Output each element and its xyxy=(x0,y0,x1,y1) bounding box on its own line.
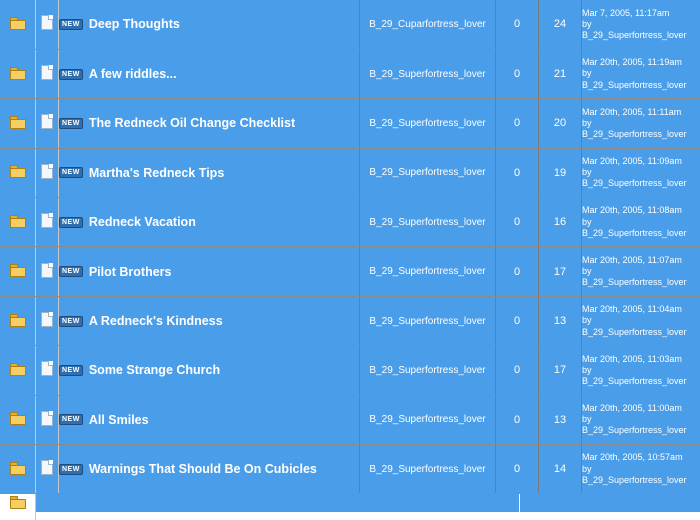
topic-replies-count: 0 xyxy=(496,346,539,395)
folder-icon xyxy=(10,314,25,326)
topic-replies-count: 0 xyxy=(496,198,539,247)
new-badge-icon: NEW xyxy=(59,19,83,30)
table-row[interactable] xyxy=(0,198,700,247)
topic-author-link[interactable]: B_29_Superfortress_lover xyxy=(369,464,485,475)
topic-lastpost-cell[interactable] xyxy=(582,296,700,345)
topic-folder-cell xyxy=(0,0,36,49)
topic-title-link[interactable]: All Smiles xyxy=(89,413,149,427)
topic-title-link[interactable]: Deep Thoughts xyxy=(89,17,180,31)
new-badge-icon: NEW xyxy=(59,316,83,327)
topic-views-count: 13 xyxy=(539,395,582,444)
topic-views-count: 24 xyxy=(539,0,582,49)
topic-author-link[interactable]: B_29_Superfortress_lover xyxy=(369,365,485,376)
new-badge-icon: NEW xyxy=(59,365,83,376)
topic-doc-cell xyxy=(36,198,59,247)
topic-author-cell[interactable] xyxy=(360,247,496,296)
topic-replies-count: 0 xyxy=(496,0,539,49)
topic-folder-cell xyxy=(0,148,36,197)
topic-folder-cell xyxy=(0,99,36,148)
topic-doc-cell xyxy=(36,296,59,345)
folder-icon xyxy=(10,215,25,227)
lastpost-date: Mar 20th, 2005, 11:11am xyxy=(582,107,700,118)
folder-icon xyxy=(10,17,25,29)
topic-views-count: 13 xyxy=(539,296,582,345)
topic-doc-cell xyxy=(36,247,59,296)
topic-replies-count: 0 xyxy=(496,296,539,345)
lastpost-by-label: by xyxy=(582,118,700,129)
topic-title-link[interactable]: Martha's Redneck Tips xyxy=(89,166,224,180)
topic-author-link[interactable]: B_29_Superfortress_lover xyxy=(369,69,485,80)
lastpost-date: Mar 20th, 2005, 11:03am xyxy=(582,354,700,365)
topic-title-cell[interactable] xyxy=(59,0,360,49)
topic-lastpost-cell[interactable] xyxy=(582,0,700,49)
folder-icon xyxy=(10,264,25,276)
topic-author-cell[interactable] xyxy=(360,99,496,148)
topic-title-link[interactable]: Warnings That Should Be On Cubicles xyxy=(89,462,317,476)
topic-title-cell[interactable] xyxy=(59,346,360,395)
topic-lastpost-cell[interactable] xyxy=(582,148,700,197)
lastpost-date: Mar 20th, 2005, 11:09am xyxy=(582,156,700,167)
document-icon xyxy=(41,15,53,30)
table-row[interactable] xyxy=(0,247,700,296)
topic-author-cell[interactable] xyxy=(360,148,496,197)
lastpost-date: Mar 7, 2005, 11:17am xyxy=(582,8,700,19)
lastpost-by-label: by xyxy=(582,365,700,376)
table-row[interactable] xyxy=(0,395,700,444)
topic-author-link[interactable]: B_29_Superfortress_lover xyxy=(369,316,485,327)
lastpost-by-label: by xyxy=(582,167,700,178)
document-icon xyxy=(41,65,53,80)
new-badge-icon: NEW xyxy=(59,69,83,80)
topic-title-cell[interactable] xyxy=(59,148,360,197)
document-icon xyxy=(41,263,53,278)
new-badge-icon: NEW xyxy=(59,414,83,425)
topic-lastpost-cell[interactable] xyxy=(582,198,700,247)
topic-views-count: 17 xyxy=(539,346,582,395)
table-row[interactable] xyxy=(0,296,700,345)
topic-views-count: 14 xyxy=(539,445,582,494)
lastpost-author-link[interactable]: B_29_Superfortress_lover xyxy=(582,30,700,41)
new-badge-icon: NEW xyxy=(59,217,83,228)
topic-replies-count: 0 xyxy=(496,99,539,148)
topic-doc-cell xyxy=(36,445,59,494)
topic-lastpost-cell[interactable] xyxy=(582,445,700,494)
topic-replies-count: 0 xyxy=(496,445,539,494)
lastpost-date: Mar 20th, 2005, 11:19am xyxy=(582,57,700,68)
topic-title-link[interactable]: Pilot Brothers xyxy=(89,265,172,279)
topic-title-link[interactable]: A Redneck's Kindness xyxy=(89,314,223,328)
topic-replies-count: 0 xyxy=(496,247,539,296)
lastpost-author-link[interactable]: B_29_Superfortress_lover xyxy=(582,80,700,91)
topic-doc-cell xyxy=(36,395,59,444)
lastpost-by-label: by xyxy=(582,68,700,79)
topic-author-cell[interactable] xyxy=(360,296,496,345)
table-row[interactable] xyxy=(0,0,700,49)
topic-author-link[interactable]: B_29_Superfortress_lover xyxy=(369,266,485,277)
new-badge-icon: NEW xyxy=(59,266,83,277)
lastpost-author-link[interactable]: B_29_Superfortress_lover xyxy=(582,129,700,140)
topic-views-count: 16 xyxy=(539,198,582,247)
document-icon xyxy=(41,411,53,426)
table-row[interactable] xyxy=(0,99,700,148)
topic-folder-cell xyxy=(0,296,36,345)
topic-lastpost-cell[interactable] xyxy=(582,99,700,148)
lastpost-by-label: by xyxy=(582,414,700,425)
document-icon xyxy=(41,312,53,327)
topic-lastpost-cell[interactable] xyxy=(582,49,700,98)
topic-author-link[interactable]: B_29_Superfortress_lover xyxy=(369,118,485,129)
folder-icon xyxy=(10,412,25,424)
folder-icon xyxy=(10,363,25,375)
topic-title-cell[interactable] xyxy=(59,445,360,494)
topic-author-link[interactable]: B_29_Cuparfortress_lover xyxy=(369,19,486,30)
table-row[interactable] xyxy=(0,148,700,197)
lastpost-date: Mar 20th, 2005, 11:00am xyxy=(582,403,700,414)
partial-next-row xyxy=(0,494,700,520)
folder-icon xyxy=(10,67,25,79)
topic-folder-cell xyxy=(0,247,36,296)
topic-replies-count: 0 xyxy=(496,49,539,98)
lastpost-author-link[interactable]: B_29_Superfortress_lover xyxy=(582,178,700,189)
topic-title-cell[interactable] xyxy=(59,296,360,345)
topic-replies-count: 0 xyxy=(496,395,539,444)
topic-doc-cell xyxy=(36,148,59,197)
lastpost-date: Mar 20th, 2005, 11:08am xyxy=(582,205,700,216)
topic-title-link[interactable]: Some Strange Church xyxy=(89,363,220,377)
table-row[interactable] xyxy=(0,49,700,98)
topic-views-count: 20 xyxy=(539,99,582,148)
topic-folder-cell xyxy=(0,395,36,444)
topic-author-cell[interactable] xyxy=(360,346,496,395)
topic-doc-cell xyxy=(36,0,59,49)
lastpost-author-link[interactable]: B_29_Superfortress_lover xyxy=(582,425,700,436)
document-icon xyxy=(41,114,53,129)
new-badge-icon: NEW xyxy=(59,118,83,129)
topic-title-link[interactable]: Redneck Vacation xyxy=(89,215,196,229)
topic-title-cell[interactable] xyxy=(59,99,360,148)
topic-lastpost-cell[interactable] xyxy=(582,346,700,395)
topic-doc-cell xyxy=(36,99,59,148)
topic-title-cell[interactable] xyxy=(59,49,360,98)
topic-author-cell[interactable] xyxy=(360,445,496,494)
lastpost-date: Mar 20th, 2005, 11:07am xyxy=(582,255,700,266)
new-badge-icon: NEW xyxy=(59,464,83,475)
folder-icon xyxy=(10,116,25,128)
topic-title-cell[interactable] xyxy=(59,198,360,247)
folder-icon xyxy=(10,165,25,177)
lastpost-author-link[interactable]: B_29_Superfortress_lover xyxy=(582,327,700,338)
topic-title-cell[interactable] xyxy=(59,395,360,444)
topic-folder-cell xyxy=(0,346,36,395)
lastpost-author-link[interactable]: B_29_Superfortress_lover xyxy=(582,277,700,288)
lastpost-by-label: by xyxy=(582,266,700,277)
topic-title-cell[interactable] xyxy=(59,247,360,296)
topic-author-cell[interactable] xyxy=(360,0,496,49)
partial-row-left-section xyxy=(36,494,519,512)
lastpost-by-label: by xyxy=(582,19,700,30)
folder-icon xyxy=(10,496,25,511)
document-icon xyxy=(41,460,53,475)
document-icon xyxy=(41,213,53,228)
lastpost-date: Mar 20th, 2005, 11:04am xyxy=(582,304,700,315)
partial-row-right-section xyxy=(520,494,700,512)
topic-doc-cell xyxy=(36,49,59,98)
lastpost-author-link[interactable]: B_29_Superfortress_lover xyxy=(582,376,700,387)
lastpost-by-label: by xyxy=(582,217,700,228)
topic-lastpost-cell[interactable] xyxy=(582,395,700,444)
topic-doc-cell xyxy=(36,346,59,395)
topic-author-link[interactable]: B_29_Superfortress_lover xyxy=(369,217,485,228)
topic-views-count: 19 xyxy=(539,148,582,197)
topic-views-count: 17 xyxy=(539,247,582,296)
topic-replies-count: 0 xyxy=(496,148,539,197)
topic-author-cell[interactable] xyxy=(360,395,496,444)
table-row[interactable] xyxy=(0,445,700,494)
topic-author-link[interactable]: B_29_Superfortress_lover xyxy=(369,167,485,178)
topic-folder-cell xyxy=(0,49,36,98)
lastpost-by-label: by xyxy=(582,464,700,475)
lastpost-author-link[interactable]: B_29_Superfortress_lover xyxy=(582,228,700,239)
topic-folder-cell xyxy=(0,445,36,494)
topic-author-cell[interactable] xyxy=(360,198,496,247)
topic-author-cell[interactable] xyxy=(360,49,496,98)
topic-lastpost-cell[interactable] xyxy=(582,247,700,296)
lastpost-date: Mar 20th, 2005, 10:57am xyxy=(582,452,700,463)
topic-title-link[interactable]: The Redneck Oil Change Checklist xyxy=(89,116,295,130)
table-row[interactable] xyxy=(0,346,700,395)
topic-title-link[interactable]: A few riddles... xyxy=(89,67,177,81)
topic-author-link[interactable]: B_29_Superfortress_lover xyxy=(369,414,485,425)
document-icon xyxy=(41,361,53,376)
new-badge-icon: NEW xyxy=(59,167,83,178)
topic-views-count: 21 xyxy=(539,49,582,98)
folder-icon xyxy=(10,462,25,474)
lastpost-by-label: by xyxy=(582,315,700,326)
lastpost-author-link[interactable]: B_29_Superfortress_lover xyxy=(582,475,700,486)
topic-folder-cell xyxy=(0,198,36,247)
document-icon xyxy=(41,164,53,179)
